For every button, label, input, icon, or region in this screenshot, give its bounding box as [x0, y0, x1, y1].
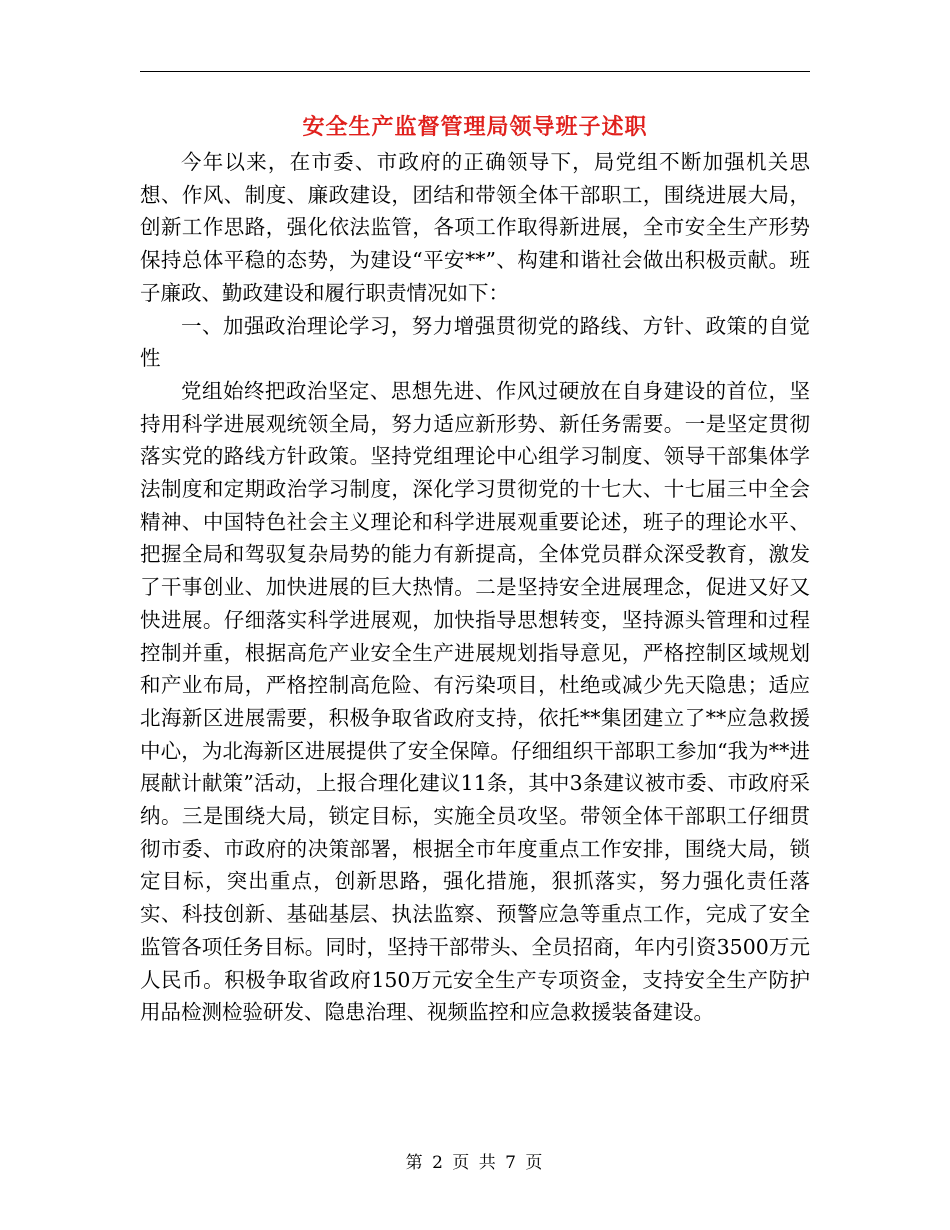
- document-title: 安全生产监督管理局领导班子述职: [302, 114, 648, 140]
- section-heading: 一、加强政治理论学习，努力增强贯彻党的路线、方针、政策的自觉性: [140, 313, 810, 371]
- page-number: 第 2 页 共 7 页: [405, 1153, 545, 1173]
- section-paragraph: 党组始终把政治坚定、思想先进、作风过硬放在自身建设的首位，坚持用科学进展观统领全局，努力适应新形势、新任务需要。一是坚定贯彻落实党的路线方针政策。坚持党组理论中心组学习制度、领导干部集体学法制度和定期政治学习制度，深化学习贯彻党的十七大、十七届三中全会精神、中国特色社会主义理论和科学进展观重要论述，班子的理论水平、把握全局和驾驭复杂局势的能力有新提高，全体党员群众深受教育，激发了干事创业、加快进展的巨大热情。二是坚持安全进展理念，促进又好又快进展。仔细落实科学进展观，加快指导思想转变，坚持源头管理和过程控制并重，根据高危产业安全生产进展规划指导意见，严格控制区域规划和产业布局，严格控制高危险、有污染项目，杜绝或减少先天隐患；适应北海新区进展需要，积极争取省政府支持，依托**集团建立了**应急救援中心，为北海新区进展提供了安全保障。仔细组织干部职工参加“我为**进展献计献策”活动，上报合理化建议11条，其中3条建议被市委、市政府采纳。三是围绕大局，锁定目标，实施全员攻坚。带领全体干部职工仔细贯彻市委、市政府的决策部署，根据全市年度重点工作安排，围绕大局，锁定目标，突出重点，创新思路，强化措施，狠抓落实，努力强化责任落实、科技创新、基础基层、执法监察、预警应急等重点工作，完成了安全监管各项任务目标。同时，坚持干部带头、全员招商，年内引资3500万元人民币。积极争取省政府150万元安全生产专项资金，支持安全生产防护用品检测检验研发、隐患治理、视频监控和应急救援装备建设。: [140, 378, 810, 1025]
- document-body: [140, 146, 810, 1029]
- header-rule: [140, 71, 810, 72]
- intro-paragraph: 今年以来，在市委、市政府的正确领导下，局党组不断加强机关思想、作风、制度、廉政建设，团结和带领全体干部职工，围绕进展大局，创新工作思路，强化依法监管，各项工作取得新进展，全市安全生产形势保持总体平稳的态势，为建设“平安**”、构建和谐社会做出积极贡献。班子廉政、勤政建设和履行职责情况如下：: [140, 150, 810, 305]
